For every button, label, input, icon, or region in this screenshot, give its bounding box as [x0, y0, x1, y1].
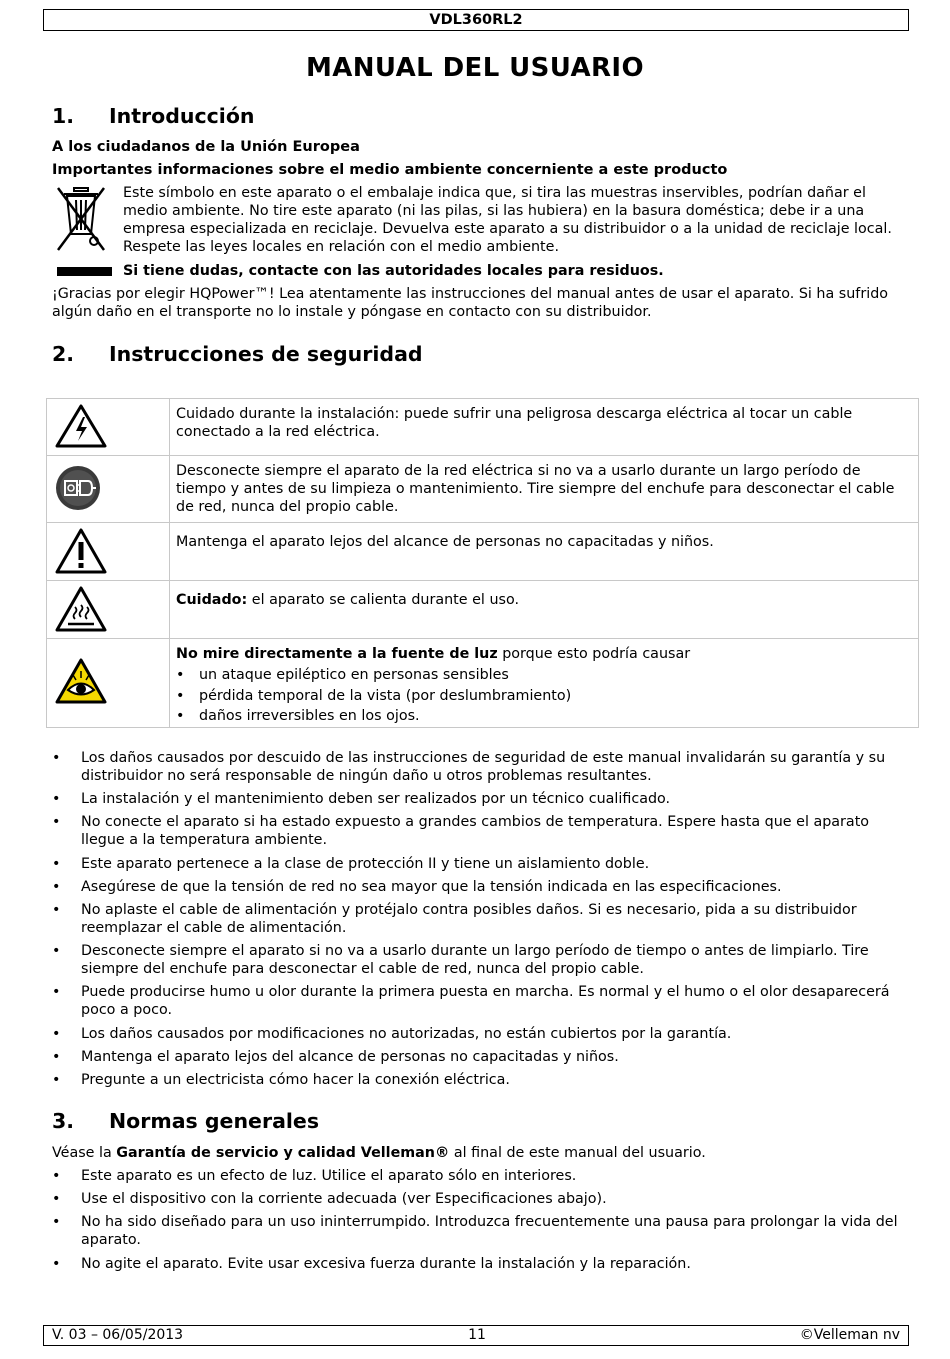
- page-number: 11: [468, 1327, 486, 1343]
- list-item: • Use el dispositivo con la corriente adecuada (ver Especificaciones abajo).: [52, 1190, 902, 1208]
- version-date: V. 03 – 06/05/2013: [52, 1327, 184, 1343]
- list-item: • Desconecte siempre el aparato si no va a usarlo durante un largo período de tiempo o antes de limpiarlo. Tire siempre del enchufe para desconectar el cable de red, nunca del propio cable.: [52, 942, 902, 978]
- section-2-heading: 2. Instrucciones de seguridad: [52, 342, 423, 366]
- section-1-heading: 1. Introducción: [52, 104, 255, 128]
- electric-hazard-icon: [54, 403, 108, 449]
- list-item: • Los daños causados por modificaciones no autorizadas, no están cubiertos por la garantía.: [52, 1025, 902, 1043]
- list-item: • Este aparato es un efecto de luz. Utilice el aparato sólo en interiores.: [52, 1167, 902, 1185]
- list-item: • No agite el aparato. Evite usar excesiva fuerza durante la instalación y la reparación.: [52, 1255, 902, 1273]
- list-item: • daños irreversibles en los ojos.: [176, 706, 912, 727]
- model-number: VDL360RL2: [429, 12, 523, 28]
- safety-text: Cuidado: el aparato se calienta durante el uso.: [170, 581, 919, 639]
- weee-description: Este símbolo en este aparato o el embalaje indica que, si tira las muestras inservibles, podrían dañar el medio ambiente. No tire este aparato (ni las pilas, si las hubiera) en la basura doméstica; debe ir a una empresa especializada en reciclaje. Devuelva este aparato a su distribuidor o a la unidad de reciclaje local. Respete las leyes locales en relación con el medio ambiente.: [123, 185, 892, 255]
- list-item: • No conecte el aparato si ha estado expuesto a grandes cambios de temperatura. Espere hasta que el aparato llegue a la temperatura ambiente.: [52, 813, 902, 849]
- safety-text: Cuidado durante la instalación: puede sufrir una peligrosa descarga eléctrica al tocar un cable conectado a la red eléctrica.: [170, 399, 919, 456]
- document-title: MANUAL DEL USUARIO: [305, 53, 645, 83]
- contact-authorities-line: Si tiene dudas, contacte con las autoridades locales para residuos.: [123, 263, 664, 279]
- eu-citizens-subheading: A los ciudadanos de la Unión Europea: [52, 139, 360, 155]
- general-rules-list: [52, 1167, 902, 1278]
- safety-row: [47, 581, 919, 639]
- list-item: • No aplaste el cable de alimentación y protéjalo contra posibles daños. Si es necesario, pida a su distribuidor reemplazar el cable de alimentación.: [52, 901, 902, 937]
- list-item: • La instalación y el mantenimiento deben ser realizados por un técnico cualificado.: [52, 790, 902, 808]
- list-item: • pérdida temporal de la vista (por deslumbramiento): [176, 686, 912, 707]
- warranty-note: Véase la Garantía de servicio y calidad Velleman® al final de este manual del usuario.: [52, 1145, 706, 1161]
- unplug-icon: [54, 464, 102, 512]
- eye-hazard-list: [176, 665, 912, 727]
- list-item: • Pregunte a un electricista cómo hacer la conexión eléctrica.: [52, 1071, 902, 1089]
- list-item: • Puede producirse humo u olor durante la primera puesta en marcha. Es normal y el humo o el olor desaparecerá poco a poco.: [52, 983, 902, 1019]
- thanks-paragraph: ¡Gracias por elegir HQPower™! Lea atentamente las instrucciones del manual antes de usar el aparato. Si ha sufrido algún daño en el transporte no lo instale y póngase en contacto con su distribuidor.: [52, 286, 889, 320]
- safety-text: Desconecte siempre el aparato de la red eléctrica si no va a usarlo durante un largo período de tiempo y antes de su limpieza o mantenimiento. Tire siempre del enchufe para desconectar el cable de red, nunca del propio cable.: [170, 456, 919, 523]
- safety-table: [46, 398, 919, 728]
- warning-icon: [54, 527, 108, 575]
- page-footer: [43, 1325, 909, 1346]
- list-item: • Mantenga el aparato lejos del alcance de personas no capacitadas y niños.: [52, 1048, 902, 1066]
- list-item: • Asegúrese de que la tensión de red no sea mayor que la tensión indicada en las especificaciones.: [52, 878, 902, 896]
- safety-bullet-list: [52, 749, 902, 1094]
- copyright: ©Velleman nv: [799, 1327, 900, 1343]
- eye-hazard-icon: [54, 657, 108, 705]
- list-item: • Este aparato pertenece a la clase de protección II y tiene un aislamiento doble.: [52, 855, 902, 873]
- safety-text: No mire directamente a la fuente de luz porque esto podría causar • un ataque epiléptico en personas sensibles • pérdida temporal de la vista (por deslumbramiento) • daños irreversibles en los ojos.: [170, 639, 919, 728]
- hot-surface-icon: [54, 585, 108, 633]
- safety-text: Mantenga el aparato lejos del alcance de personas no capacitadas y niños.: [170, 523, 919, 581]
- safety-row: [47, 523, 919, 581]
- list-item: • No ha sido diseñado para un uso ininterrumpido. Introduzca frecuentemente una pausa para prolongar la vida del aparato.: [52, 1213, 902, 1249]
- separator-bar: [57, 267, 112, 276]
- page-header: [43, 9, 909, 31]
- section-3-heading: 3. Normas generales: [52, 1109, 320, 1133]
- list-item: • un ataque epiléptico en personas sensibles: [176, 665, 912, 686]
- crossed-bin-icon: [56, 186, 108, 252]
- safety-row: [47, 399, 919, 456]
- safety-row: [47, 456, 919, 523]
- environment-subheading: Importantes informaciones sobre el medio ambiente concerniente a este producto: [52, 162, 728, 178]
- safety-row: [47, 639, 919, 728]
- list-item: • Los daños causados por descuido de las instrucciones de seguridad de este manual invalidarán su garantía y su distribuidor no será responsable de ningún daño u otros problemas resultantes.: [52, 749, 902, 785]
